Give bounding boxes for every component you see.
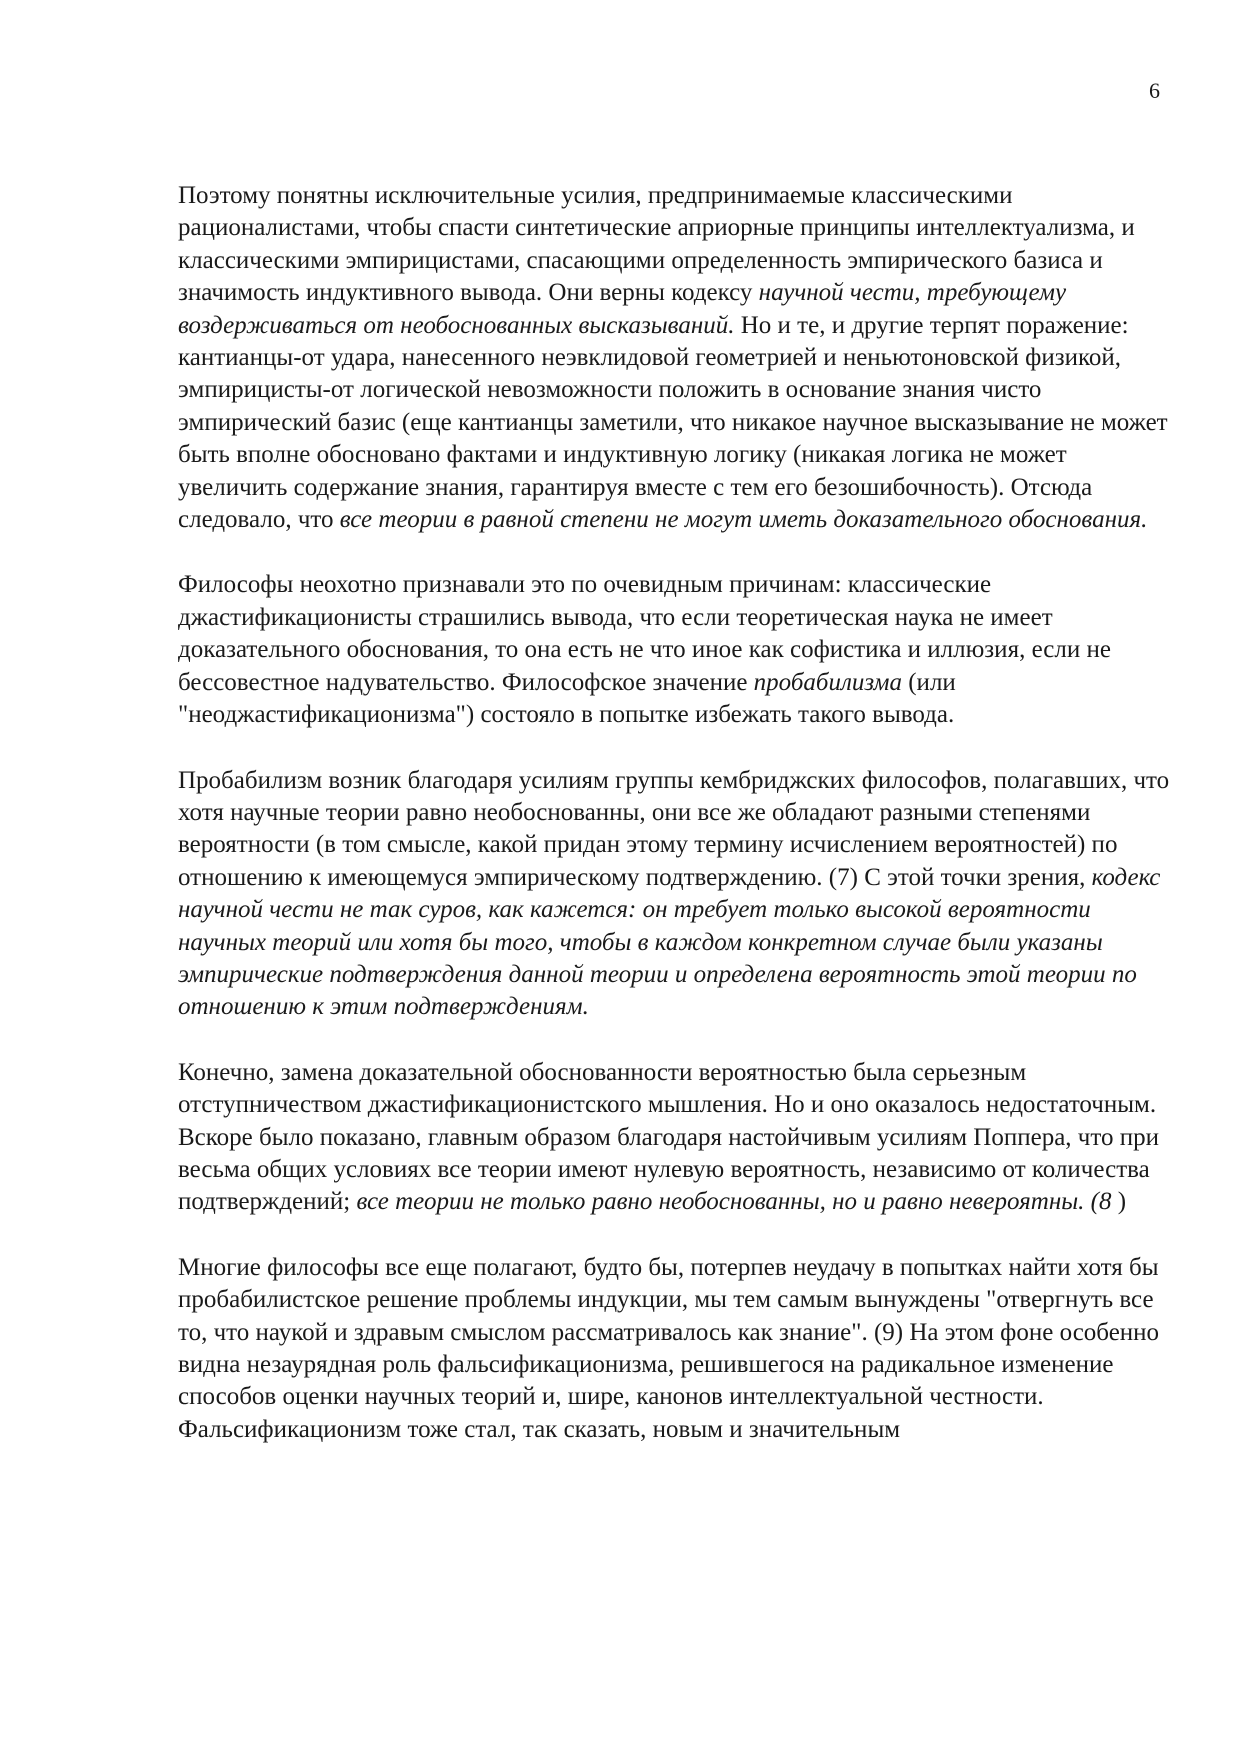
paragraph-2-text-1: Философы неохотно признавали это по очевидным причинам: классические джастификационисты страшились вывода, что если теоретическая наука не имеет доказательного обоснования, то она есть не что иное как софистика и иллюзия, если не бессовестное надувательство. Философское значение (178, 571, 1111, 696)
paragraph-5-text-1: Многие философы все еще полагают, будто бы, потерпев неудачу в попытках найти хотя бы пробабилистское решение проблемы индукции, мы тем самым вынуждены "отвергнуть все то, что наукой и здравым смыслом рассматривалось как знание". (9) На этом фоне особенно видна незаурядная роль фальсификационизма, решившегося на радикальное изменение способов оценки научных теорий и, шире, канонов интеллектуальной честности. Фальсификационизм тоже стал, так сказать, новым и значительным (178, 1253, 1160, 1443)
paragraph-3-italic-1: кодекс научной чести не так суров, как кажется: он требует только высокой вероятности научных теорий или хотя бы того, чтобы в каждом конкретном случае были указаны эмпирические подтверждения данной теории и определена вероятность этой теории по отношению к этим подтверждениям. (178, 863, 1161, 1021)
paragraph-1-italic-1: научной чести, требующему воздерживаться от необоснованных высказываний. (178, 279, 1067, 339)
page-number: 6 (1149, 78, 1160, 103)
paragraph-1-italic-2: все теории в равной степени не могут иметь доказательного обоснования. (339, 506, 1148, 534)
paragraph-1-text-1: Поэтому понятны исключительные усилия, предпринимаемые классическими рационалистами, чтобы спасти синтетические априорные принципы интеллектуализма, и классическими эмпирицистами, спасающими определенность эмпирического базиса и значимость индуктивного вывода. Они верны кодексу (178, 182, 1135, 307)
document-body (178, 180, 1178, 1479)
paragraph-4-italic-1: все теории не только равно необоснованны, но и равно невероятны. (8 (356, 1188, 1118, 1216)
paragraph-4 (178, 1057, 1178, 1219)
paragraph-2 (178, 569, 1178, 731)
paragraph-1 (178, 180, 1178, 536)
paragraph-3-text-1: Пробабилизм возник благодаря усилиям группы кембриджских философов, полагавших, что хотя научные теории равно необоснованны, они все же обладают разными степенями вероятности (в том смысле, какой придан этому термину исчислением вероятностей) по отношению к имеющемуся эмпирическому подтверждению. (7) С этой точки зрения, (178, 766, 1170, 891)
paragraph-5 (178, 1252, 1178, 1446)
paragraph-4-text-1: Конечно, замена доказательной обоснованности вероятностью была серьезным отступничеством джастификационистского мышления. Но и оно оказалось недостаточным. Вскоре было показано, главным образом благодаря настойчивым усилиям Поппера, что при весьма общих условиях все теории имеют нулевую вероятность, независимо от количества подтверждений; (178, 1058, 1159, 1216)
paragraph-2-italic-1: пробабилизма (753, 668, 902, 696)
paragraph-4-text-2: ) (1117, 1188, 1127, 1216)
paragraph-2-text-2: (или "неоджастификационизма") состояло в попытке избежать такого вывода. (178, 668, 956, 729)
paragraph-3 (178, 765, 1178, 1024)
paragraph-1-text-2: Но и те, и другие терпят поражение: кантианцы-от удара, нанесенного неэвклидовой геометрией и неньютоновской физикой, эмпирицисты-от логической невозможности положить в основание знания чисто эмпирический базис (еще кантианцы заметили, что никакое научное высказывание не может быть вполне обосновано фактами и индуктивную логику (никакая логика не может увеличить содержание знания, гарантируя вместе с тем его безошибочность). Отсюда следовало, что (178, 311, 1168, 534)
